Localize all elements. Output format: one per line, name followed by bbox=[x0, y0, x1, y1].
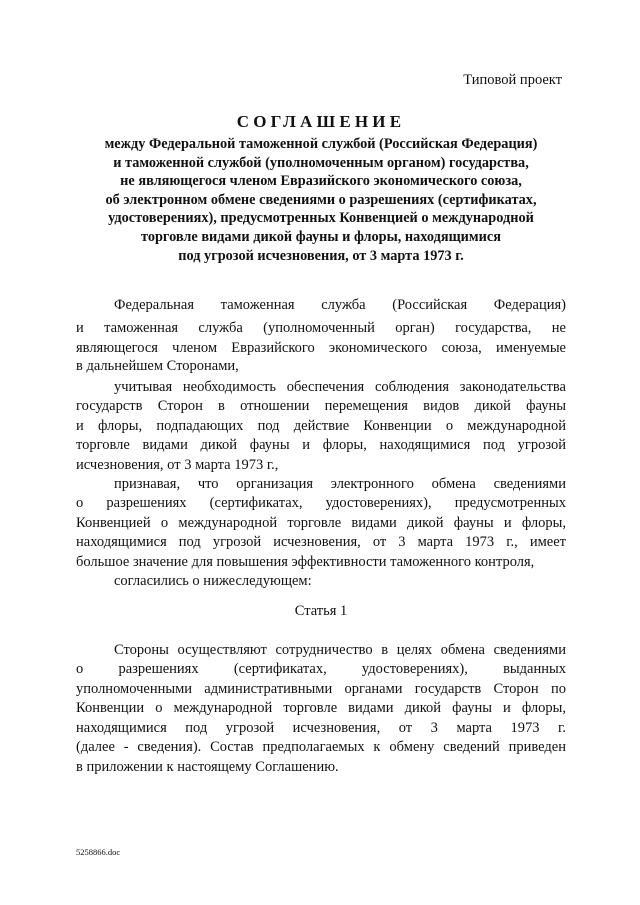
file-name-footer: 5258866.doc bbox=[76, 847, 121, 857]
preamble-line: государств Сторон в отношении перемещения видов дикой фауны bbox=[76, 398, 566, 414]
preamble-line: Конвенцией о международной торговле видами дикой фауны и флоры, bbox=[76, 515, 566, 531]
preamble-line: признавая, что организация электронного обмена сведениями bbox=[114, 476, 566, 492]
subtitle-line: об электронном обмене сведениями о разрешениях (сертификатах, bbox=[105, 191, 537, 208]
preamble-line: согласились о нижеследующем: bbox=[114, 573, 312, 589]
subtitle-line: и таможенной службой (уполномоченным органом) государства, bbox=[113, 154, 529, 171]
preamble-line: являющегося членом Евразийского экономического союза, именуемые bbox=[76, 340, 566, 356]
subtitle-line: не являющегося членом Евразийского экономического союза, bbox=[120, 173, 522, 190]
preamble-line: в дальнейшем Сторонами, bbox=[76, 358, 239, 374]
article-line: (далее - сведения). Состав предполагаемых к обмену сведений приведен bbox=[76, 739, 566, 755]
preamble-line: и флоры, подпадающих под действие Конвенции о международной bbox=[76, 418, 566, 434]
preamble-line: находящимися под угрозой исчезновения, от 3 марта 1973 г., имеет bbox=[76, 534, 566, 550]
preamble-line: Федеральная таможенная служба (Российская Федерация) bbox=[114, 297, 566, 313]
preamble-line: учитывая необходимость обеспечения соблюдения законодательства bbox=[114, 379, 566, 395]
preamble-line: и таможенная служба (уполномоченный орган) государства, не bbox=[76, 320, 566, 336]
article-line: о разрешениях (сертификатах, удостоверениях), выданных bbox=[76, 661, 566, 677]
preamble-line: о разрешениях (сертификатах, удостоверениях), предусмотренных bbox=[76, 495, 566, 511]
subtitle-line: удостоверениях), предусмотренных Конвенцией о международной bbox=[108, 210, 534, 227]
article-line: Конвенции о международной торговле видами дикой фауны и флоры, bbox=[76, 700, 566, 716]
article-line: находящимися под угрозой исчезновения, от 3 марта 1973 г. bbox=[76, 720, 566, 736]
article-line: в приложении к настоящему Соглашению. bbox=[76, 759, 339, 775]
subtitle-line: торговле видами дикой фауны и флоры, находящимися bbox=[141, 228, 501, 245]
subtitle-line: под угрозой исчезновения, от 3 марта 1973 г. bbox=[178, 247, 464, 264]
article-heading: Статья 1 bbox=[294, 603, 348, 619]
project-label: Типовой проект bbox=[463, 72, 562, 88]
article-line: Стороны осуществляют сотрудничество в целях обмена сведениями bbox=[114, 642, 566, 658]
document-subtitle bbox=[76, 135, 566, 265]
article-line: уполномоченными административными органами государств Сторон по bbox=[76, 681, 566, 697]
subtitle-line: между Федеральной таможенной службой (Российская Федерация) bbox=[104, 136, 538, 152]
document-title: СОГЛАШЕНИЕ bbox=[236, 112, 406, 131]
preamble-line: исчезновения, от 3 марта 1973 г., bbox=[76, 457, 279, 473]
preamble-line: торговле видами дикой фауны и флоры, находящимися под угрозой bbox=[76, 437, 566, 453]
preamble-line: большое значение для повышения эффективности таможенного контроля, bbox=[76, 554, 535, 570]
